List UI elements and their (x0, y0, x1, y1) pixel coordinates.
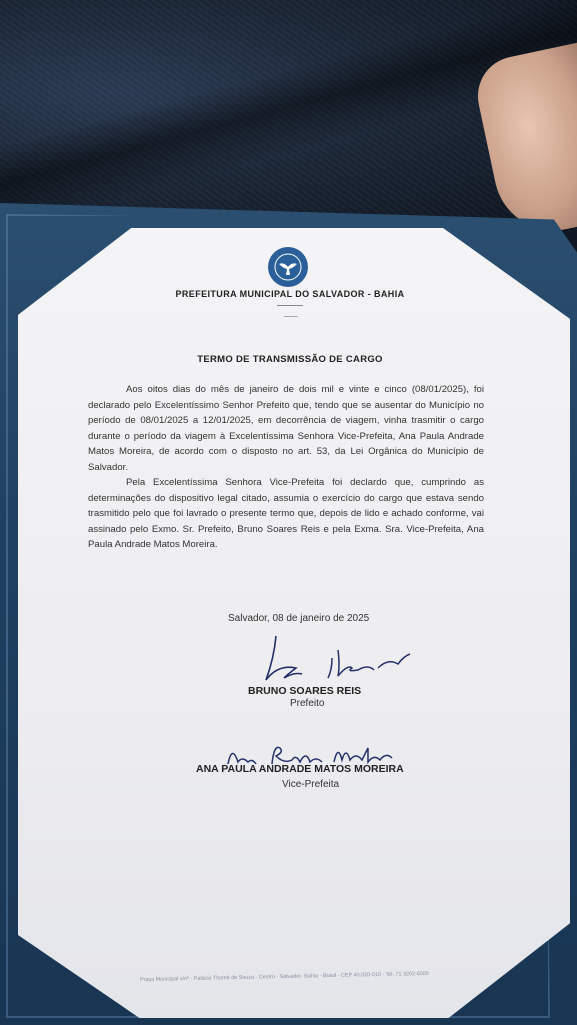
header-divider (277, 305, 303, 306)
salvador-coat-of-arms-icon (268, 247, 308, 287)
paragraph: Pela Excelentíssima Senhora Vice-Prefeita foi declardo que, cumprindo as determinações do dispositivo legal citado, assumia o exercício do cargo que estava sendo trasmitido pelo que foi lavrado o presente termo que, depois de lido e achado conforme, vai assinado pelo Exmo. Sr. Prefeito, Bruno Soares Reis e pela Exma. Sra. Vice-Prefeita, Ana Paula Andrade Matos Moreira. (88, 477, 484, 550)
signatory-role: Prefeito (290, 698, 325, 709)
document-footer: Praça Municipal s/nº - Palácio Thomé de Souza - Centro - Salvador- Bahia - Brasil - CEP 40.020-010 - Tel: 71 3202-6000 (140, 970, 429, 983)
signatory-role: Vice-Prefeita (282, 779, 340, 790)
dove-icon (273, 252, 303, 282)
signature-mayor (248, 628, 418, 688)
signatory-name: BRUNO SOARES REIS (248, 685, 362, 697)
document-body (88, 382, 484, 553)
paragraph: Aos oitos dias do mês de janeiro de dois mil e vinte e cinco (08/01/2025), foi declarado pelo Excelentíssimo Senhor Prefeito que, tendo que se ausentar do Município no período de 08/01/2025 a 12/01/2025, em decorrência de viagem, vinha trasmitir o cargo durante o período da viagem à Excelentíssima Senhora Vice-Prefeita, Ana Paula Andrade Matos Moreira, de acordo com o disposto no art. 53, da Lei Orgânica do Município de Salvador. (88, 384, 484, 473)
document-header: PREFEITURA MUNICIPAL DO SALVADOR - BAHIA (175, 289, 405, 299)
header-divider-short (284, 316, 298, 317)
document-title: TERMO DE TRANSMISSÃO DE CARGO (197, 354, 383, 365)
place-date: Salvador, 08 de janeiro de 2025 (228, 613, 370, 624)
signatory-name: ANA PAULA ANDRADE MATOS MOREIRA (196, 763, 404, 775)
